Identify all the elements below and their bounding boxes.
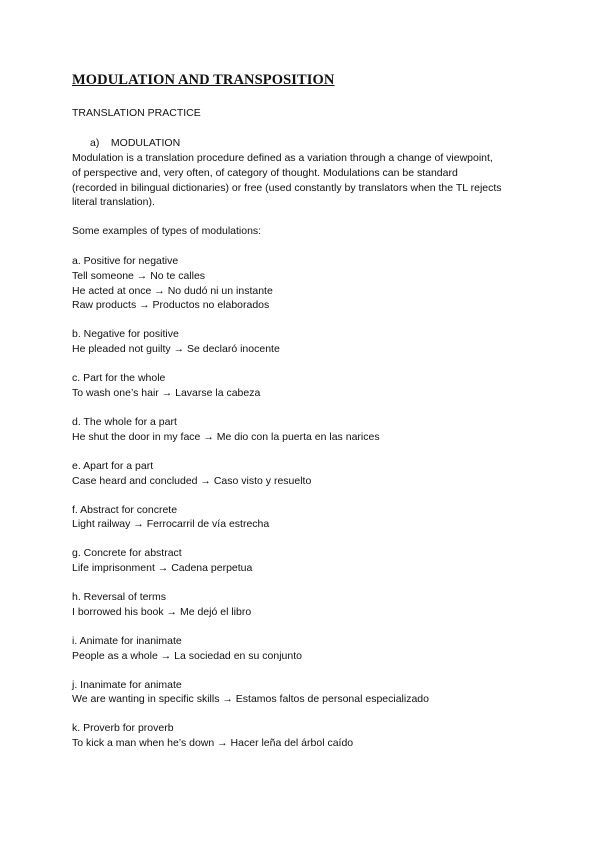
page-subtitle: TRANSLATION PRACTICE	[72, 107, 201, 119]
modulation-type-heading: f. Abstract for concrete	[72, 503, 178, 516]
page-title: MODULATION AND TRANSPOSITION	[72, 72, 335, 88]
examples-list	[72, 254, 429, 765]
definition-paragraph	[72, 151, 532, 210]
modulation-type-heading: e. Apart for a part	[72, 459, 154, 472]
definition-line: literal translation).	[72, 196, 155, 209]
modulation-type-heading: a. Positive for negative	[72, 255, 179, 267]
modulation-type-group	[72, 327, 429, 357]
modulation-type-heading: g. Concrete for abstract	[72, 547, 182, 560]
example-translation: I borrowed his book → Me dejó el libro	[72, 605, 252, 618]
example-translation: Tell someone → No te calles	[72, 269, 206, 282]
example-translation: He pleaded not guilty → Se declaró inocente	[72, 343, 280, 356]
modulation-type-group	[72, 254, 429, 313]
modulation-type-group	[72, 634, 429, 664]
modulation-type-group	[72, 678, 429, 708]
modulation-type-heading: h. Reversal of terms	[72, 591, 166, 604]
modulation-type-group	[72, 415, 429, 445]
definition-line: of perspective and, very often, of category of thought. Modulations can be standard	[72, 166, 458, 179]
example-translation: He shut the door in my face → Me dio con la puerta en las narices	[72, 430, 380, 443]
modulation-type-heading: k. Proverb for proverb	[72, 722, 174, 735]
example-translation: He acted at once → No dudó ni un instante	[72, 284, 273, 297]
example-translation: Life imprisonment → Cadena perpetua	[72, 562, 253, 575]
example-translation: To wash one’s hair → Lavarse la cabeza	[72, 386, 261, 399]
modulation-type-group	[72, 371, 429, 401]
example-translation: Light railway → Ferrocarril de vía estrecha	[72, 518, 270, 531]
modulation-type-heading: b. Negative for positive	[72, 328, 179, 341]
modulation-type-heading: i. Animate for inanimate	[72, 634, 182, 647]
modulation-type-group	[72, 459, 429, 489]
examples-intro: Some examples of types of modulations:	[72, 225, 262, 237]
definition-line: (recorded in bilingual dictionaries) or free (used constantly by translators when the TL rejects	[72, 181, 502, 194]
modulation-type-group	[72, 721, 429, 751]
modulation-type-group	[72, 503, 429, 533]
example-translation: People as a whole → La sociedad en su conjunto	[72, 649, 302, 662]
modulation-type-heading: j. Inanimate for animate	[72, 678, 182, 691]
example-translation: To kick a man when he’s down → Hacer leña del árbol caído	[72, 737, 354, 750]
example-translation: We are wanting in specific skills → Estamos faltos de personal especializado	[72, 693, 429, 706]
modulation-type-group	[72, 590, 429, 620]
definition-line: Modulation is a translation procedure defined as a variation through a change of viewpoint,	[72, 152, 493, 164]
modulation-type-group	[72, 546, 429, 576]
section-label: MODULATION	[110, 137, 181, 149]
modulation-type-heading: c. Part for the whole	[72, 372, 166, 385]
section-heading	[90, 137, 180, 149]
section-marker: a)	[90, 137, 100, 149]
example-translation: Raw products → Productos no elaborados	[72, 299, 270, 312]
modulation-type-heading: d. The whole for a part	[72, 415, 177, 428]
example-translation: Case heard and concluded → Caso visto y resuelto	[72, 474, 312, 487]
